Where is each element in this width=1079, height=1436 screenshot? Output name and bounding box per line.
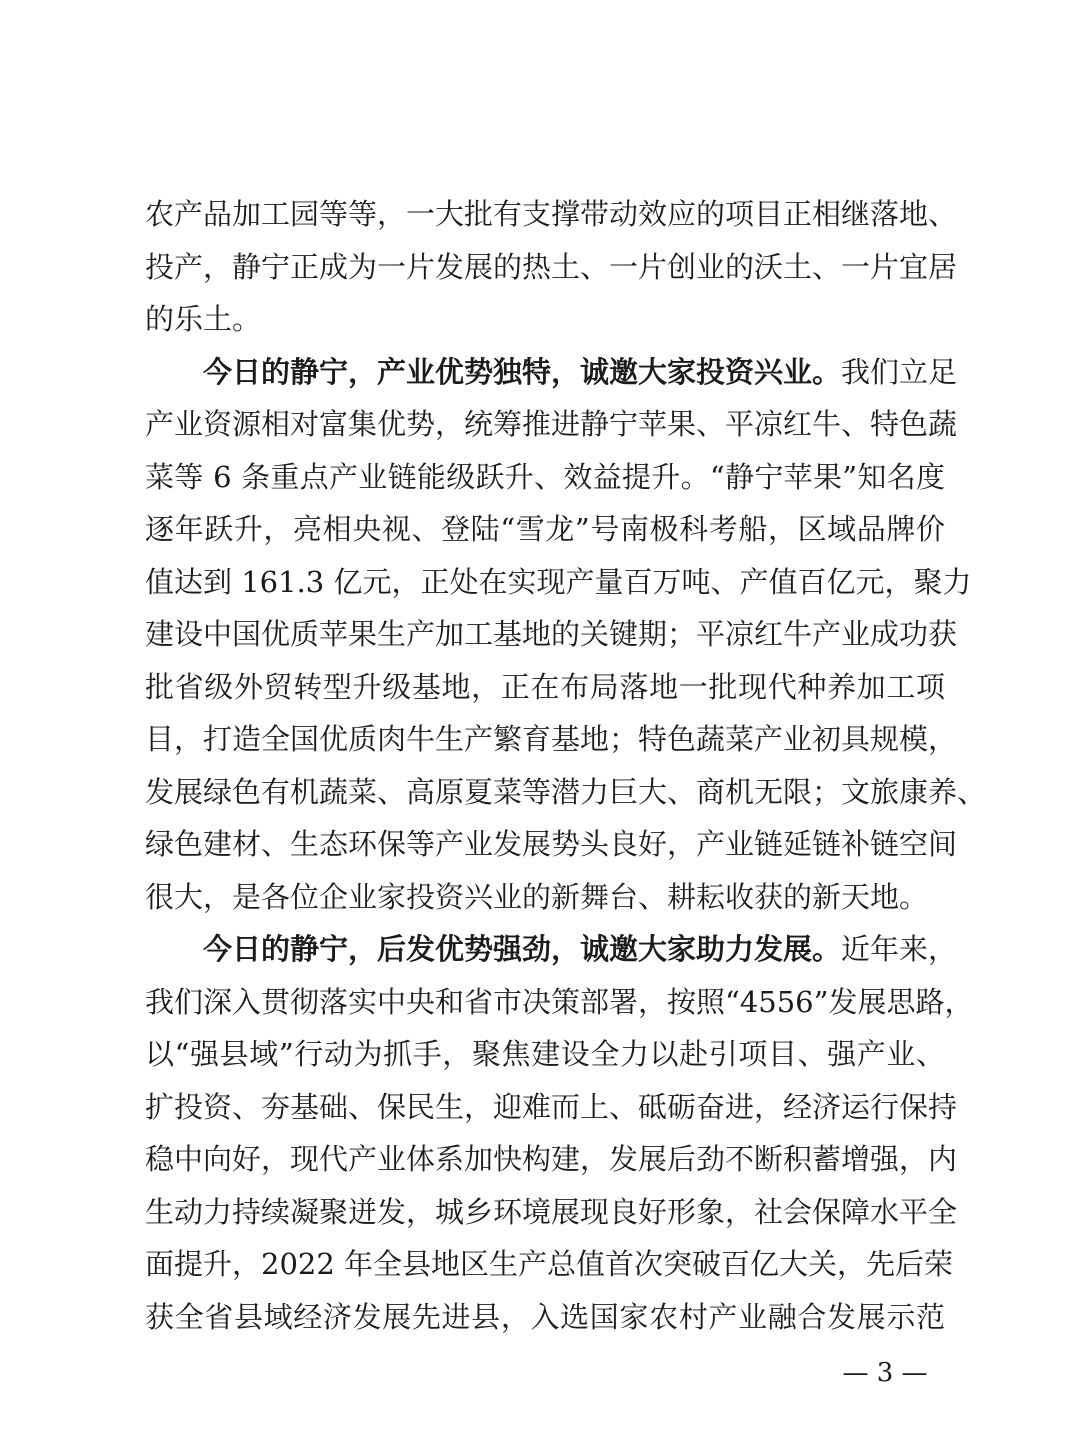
body-text bbox=[145, 188, 987, 1343]
lead-text: 近年来， bbox=[841, 932, 958, 966]
text-line: 稳中向好，现代产业体系加快构建，发展后劲不断积蓄增强，内 bbox=[145, 1142, 958, 1176]
text-line: 很大，是各位企业家投资兴业的新舞台、耕耘收获的新天地。 bbox=[145, 879, 929, 914]
text-line: 绿色建材、生态环保等产业发展势头良好，产业链延链补链空间 bbox=[145, 827, 958, 861]
text-line: 菜等 6 条重点产业链能级跃升、效益提升。“静宁苹果”知名度 bbox=[145, 459, 945, 494]
text-line: 发展绿色有机蔬菜、高原夏菜等潜力巨大、商机无限；文旅康养、 bbox=[145, 774, 987, 809]
bold-heading-phrase: 今日的静宁，产业优势独特，诚邀大家投资兴业。 bbox=[203, 354, 842, 389]
text-line: 扩投资、夯基础、保民生，迎难而上、砥砺奋进，经济运行保持 bbox=[145, 1089, 958, 1124]
text-line: 农产品加工园等等，一大批有支撑带动效应的项目正相继落地、 bbox=[145, 197, 958, 231]
text-line: 面提升，2022 年全县地区生产总值首次突破百亿大关，先后荣 bbox=[145, 1247, 954, 1281]
text-line: 建设中国优质苹果生产加工基地的关键期；平凉红牛产业成功获 bbox=[145, 617, 958, 651]
text-line: 以“强县域”行动为抓手，聚焦建设全力以赴引项目、强产业、 bbox=[145, 1037, 945, 1071]
text-line: 我们深入贯彻落实中央和省市决策部署，按照“4556”发展思路， bbox=[145, 984, 974, 1019]
paragraph-lead-line bbox=[145, 923, 958, 976]
text-line: 的乐土。 bbox=[145, 302, 262, 336]
text-line: 投产，静宁正成为一片发展的热土、一片创业的沃土、一片宜居 bbox=[145, 249, 958, 284]
text-line: 批省级外贸转型升级基地，正在布局落地一批现代种养加工项 bbox=[145, 669, 945, 704]
bold-heading-phrase: 今日的静宁，后发优势强劲，诚邀大家助力发展。 bbox=[203, 932, 842, 966]
text-line: 逐年跃升，亮相央视、登陆“雪龙”号南极科考船，区域品牌价 bbox=[145, 512, 945, 546]
paragraph-lead-line bbox=[145, 346, 958, 399]
text-line: 获全省县域经济发展先进县，入选国家农村产业融合发展示范 bbox=[145, 1299, 945, 1334]
text-line: 生动力持续凝聚迸发，城乡环境展现良好形象，社会保障水平全 bbox=[145, 1194, 958, 1229]
lead-text: 我们立足 bbox=[841, 354, 958, 389]
text-line: 值达到 161.3 亿元，正处在实现产量百万吨、产值百亿元，聚力 bbox=[145, 564, 972, 599]
text-line: 目，打造全国优质肉牛生产繁育基地；特色蔬菜产业初具规模， bbox=[145, 722, 958, 756]
text-line: 产业资源相对富集优势，统筹推进静宁苹果、平凉红牛、特色蔬 bbox=[145, 407, 958, 441]
page-number: — 3 — bbox=[842, 1358, 928, 1388]
